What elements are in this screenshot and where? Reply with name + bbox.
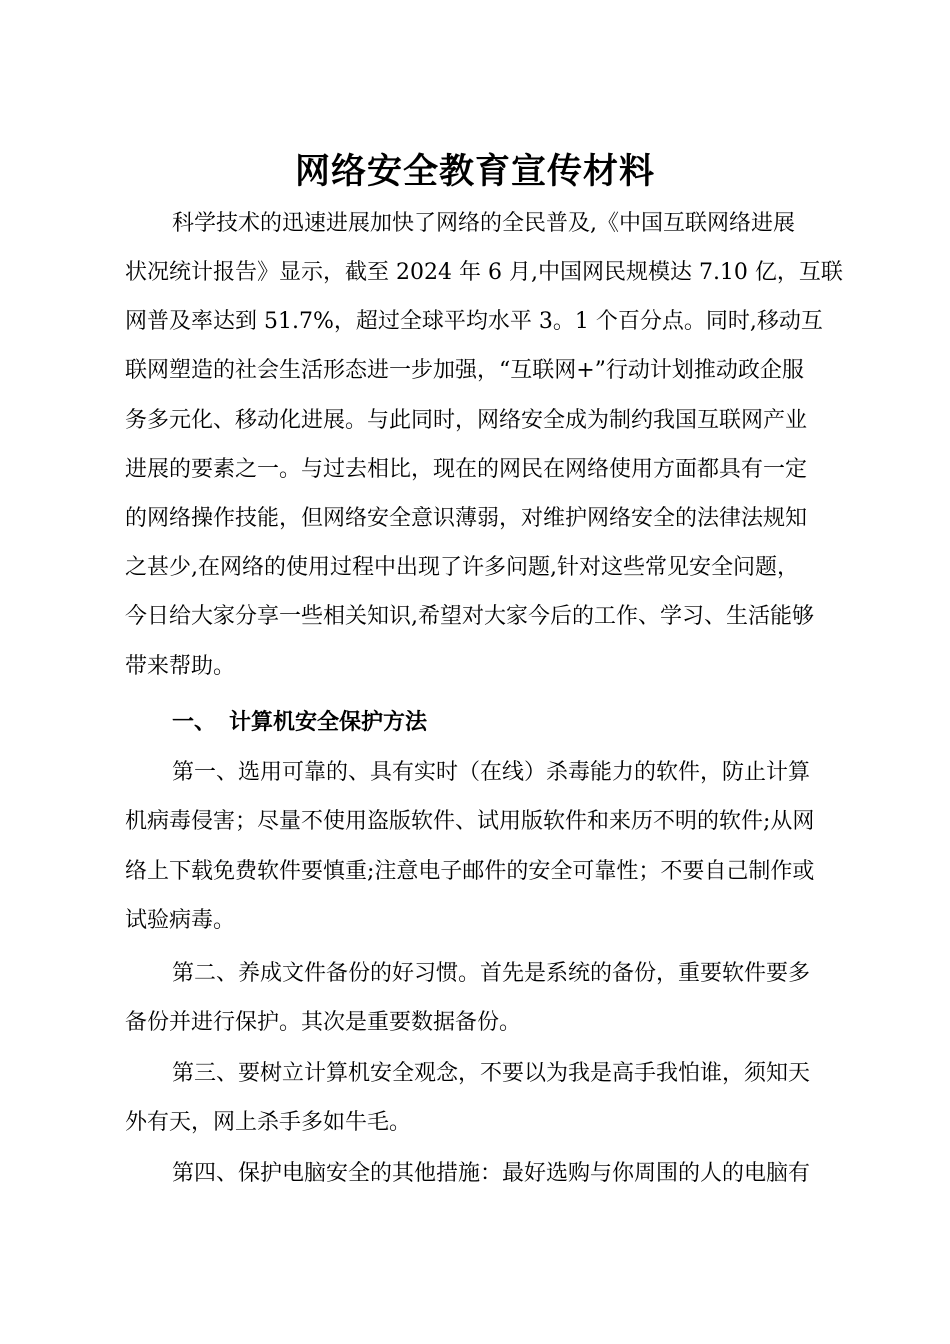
intro-line-2: 状况统计报告》显示，截至 2024 年 6 月,中国网民规模达 7.10 亿，互联 [125,260,843,285]
intro-line-3: 网普及率达到 51.7%，超过全球平均水平 3。1 个百分点。同时,移动互 [125,309,823,334]
point-1-line-1: 第一、选用可靠的、具有实时（在线）杀毒能力的软件，防止计算 [172,760,811,785]
intro-line-1: 科学技术的迅速进展加快了网络的全民普及,《中国互联网络进展 [172,211,795,236]
point-4-line-1: 第四、保护电脑安全的其他措施：最好选购与你周围的人的电脑有 [172,1161,811,1186]
point-1-line-3: 络上下载免费软件要慎重;注意电子邮件的安全可靠性；不要自己制作或 [125,859,815,884]
document-title: 网络安全教育宣传材料 [294,151,655,192]
intro-line-5: 务多元化、移动化进展。与此同时，网络安全成为制约我国互联网产业 [125,408,808,433]
point-2-line-1: 第二、养成文件备份的好习惯。首先是系统的备份，重要软件要多 [172,961,811,986]
point-1-line-2: 机病毒侵害；尽量不使用盗版软件、试用版软件和来历不明的软件;从网 [125,809,815,834]
intro-line-8: 之甚少,在网络的使用过程中出现了许多问题,针对这些常见安全问题， [125,555,799,580]
intro-line-7: 的网络操作技能，但网络安全意识薄弱，对维护网络安全的法律法规知 [125,506,808,531]
section-1-number: 一、 [172,709,217,735]
intro-line-4: 联网塑造的社会生活形态进一步加强，“互联网+”行动计划推动政企服 [125,358,804,383]
intro-line-6: 进展的要素之一。与过去相比，现在的网民在网络使用方面都具有一定 [125,457,808,482]
intro-line-10: 带来帮助。 [125,654,236,679]
section-1-heading: 计算机安全保护方法 [229,709,428,735]
point-2-line-2: 备份并进行保护。其次是重要数据备份。 [125,1010,522,1035]
intro-line-9: 今日给大家分享一些相关知识,希望对大家今后的工作、学习、生活能够 [125,604,814,629]
point-1-line-4: 试验病毒。 [125,908,236,933]
point-3-line-2: 外有天，网上杀手多如牛毛。 [125,1110,412,1135]
point-3-line-1: 第三、要树立计算机安全观念，不要以为我是高手我怕谁，须知天 [172,1061,811,1086]
